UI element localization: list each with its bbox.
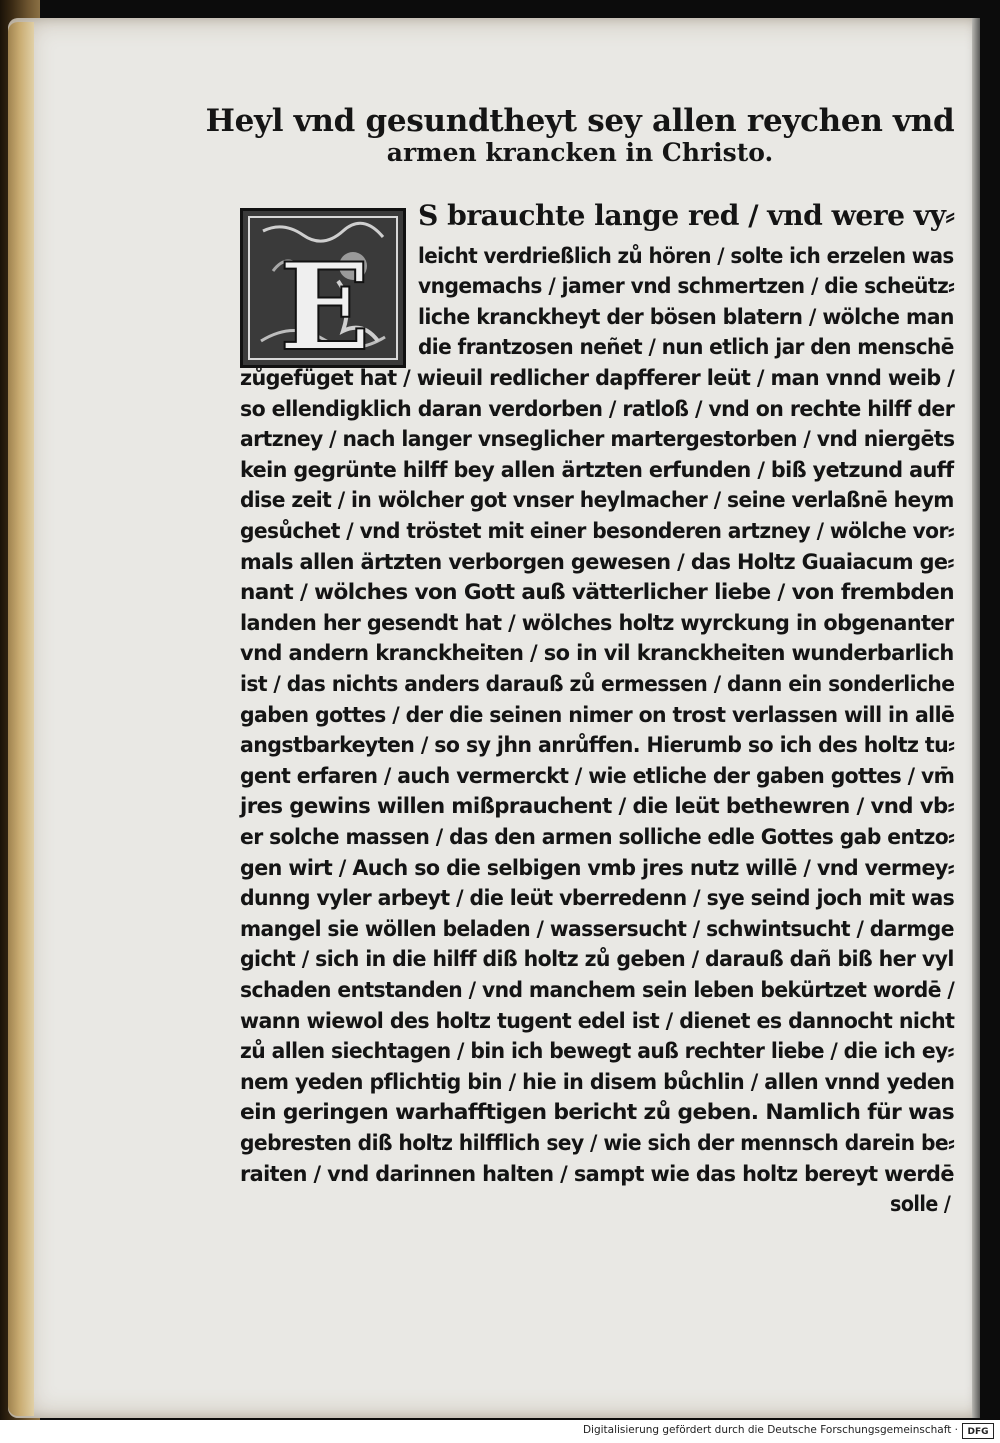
page-heading xyxy=(200,104,960,167)
decorated-initial-letter xyxy=(240,208,406,368)
text-line: gen wirt / Auch so die selbigen vmb jres nutz willē / vnd vermey⸗ xyxy=(240,855,955,880)
heading-line-1: Heyl vnd gesundtheyt sey allen reychen vnd xyxy=(205,103,955,139)
text-line: vngemachs / jamer vnd schmertzen / die scheütz⸗ xyxy=(418,274,955,299)
text-line: kein gegrünte hilff bey allen ärtzten erfunden / biß yetzund auff xyxy=(240,457,954,482)
text-line: zů allen siechtagen / bin ich bewegt auß rechter liebe / die ich ey⸗ xyxy=(240,1039,954,1064)
text-line: S brauchte lange red / vnd were vy⸗ xyxy=(418,199,955,232)
dfg-logo: DFG xyxy=(962,1423,994,1439)
text-line: zůgefüget hat / wieuil redlicher dapfferer leüt / man vnnd weib / xyxy=(240,366,955,390)
text-line: nem yeden pflichtig bin / hie in disem bůchlin / allen vnnd yeden xyxy=(240,1069,955,1094)
page-right-edge xyxy=(972,18,980,1418)
text-line: landen her gesendt hat / wölches holtz wyrckung in obgenanter xyxy=(240,610,954,635)
text-line: die frantzosen neñet / nun etlich jar den menschē xyxy=(418,335,954,360)
text-line: gesůchet / vnd tröstet mit einer besonderen artzney / wölche vor⸗ xyxy=(240,519,955,543)
text-line: ein geringen warhafftigen bericht zů geben. Namlich für was xyxy=(240,1100,955,1125)
initial-letter-glyph: E xyxy=(279,237,371,365)
text-line: nant / wölches von Gott auß vätterlicher liebe / von frembden xyxy=(240,580,954,605)
text-line: vnd andern kranckheiten / so in vil kranckheiten wunderbarlich xyxy=(240,641,954,666)
text-line: liche kranckheyt der bösen blatern / wölche man xyxy=(418,304,954,329)
footer-credit: Digitalisierung gefördert durch die Deutsche Forschungsgemeinschaft · xyxy=(582,1424,958,1436)
text-line: ist / das nichts anders darauß zů ermessen / dann ein sonderliche xyxy=(240,672,955,696)
text-line: gebresten diß holtz hilfflich sey / wie sich der mennsch darein be⸗ xyxy=(240,1131,955,1155)
text-line: angstbarkeyten / so sy jhn anrůffen. Hierumb so ich des holtz tu⸗ xyxy=(240,733,955,758)
text-line: raiten / vnd darinnen halten / sampt wie das holtz bereyt werdē xyxy=(240,1161,954,1186)
text-line: gaben gottes / der die seinen nimer on trost verlassen will in allē xyxy=(240,702,955,727)
decorated-initial-image xyxy=(243,211,403,365)
text-line: dise zeit / in wölcher got vnser heylmacher / seine verlaßnē heym xyxy=(240,488,954,513)
text-line: schaden entstanden / vnd manchem sein leben bekürtzet wordē / xyxy=(240,978,955,1002)
text-line: mangel sie wöllen beladen / wassersucht / schwintsucht / darmge xyxy=(240,916,954,941)
digitization-footer xyxy=(0,1420,1000,1443)
page-gutter-edge xyxy=(8,22,34,1416)
text-line: gicht / sich in die hilff diß holtz zů geben / darauß dañ biß her vyl xyxy=(240,947,954,972)
text-line: leicht verdrießlich zů hören / solte ich erzelen was xyxy=(418,243,954,268)
text-line: solle / xyxy=(890,1192,951,1217)
text-line: artzney / nach langer vnseglicher martergestorben / vnd niergēts xyxy=(240,427,955,452)
text-line: gent erfaren / auch vermerckt / wie etliche der gaben gottes / vm̄ xyxy=(240,763,955,788)
text-line: so ellendigklich daran verdorben / ratloß / vnd on rechte hilff der xyxy=(240,396,955,421)
text-line: wann wiewol des holtz tugent edel ist / dienet es dannocht nicht xyxy=(240,1008,955,1033)
text-line: dunng vyler arbeyt / die leüt vberredenn / sye seind joch mit was xyxy=(240,886,955,911)
text-line: jres gewins willen mißprauchent / die leüt bethewren / vnd vb⸗ xyxy=(240,794,955,819)
text-line: er solche massen / das den armen solliche edle Gottes gab entzo⸗ xyxy=(240,825,955,849)
text-line: mals allen ärtzten verborgen gewesen / das Holtz Guaiacum ge⸗ xyxy=(240,549,954,574)
heading-line-2: armen krancken in Christo. xyxy=(386,137,774,167)
